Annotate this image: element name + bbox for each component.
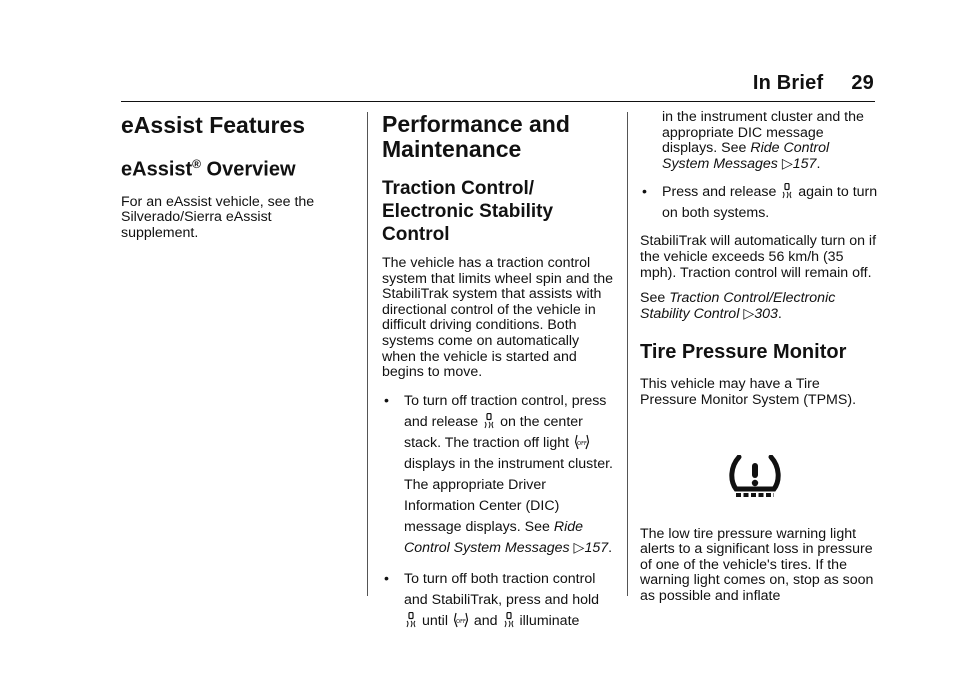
- ref-ride-control[interactable]: Ride Control System Messages: [404, 518, 584, 556]
- svg-text:OFF: OFF: [577, 440, 587, 447]
- page-ref-icon: ▷: [781, 155, 793, 172]
- page-number: 29: [851, 72, 874, 94]
- traction-button-icon: [406, 612, 416, 628]
- column-1: [121, 108, 349, 251]
- stabilitrak-text: StabiliTrak will automatically turn on if the vehicle exceeds 56 km/h (35 mph). Traction control will remain off.: [640, 233, 877, 281]
- eassist-overview-text: For an eAssist vehicle, see the Silverado/Sierra eAssist supplement.: [121, 193, 315, 241]
- traction-off-light-icon: [575, 434, 589, 450]
- traction-button-icon: [504, 612, 514, 628]
- eassist-overview-heading: eAssist® Overview: [121, 157, 296, 181]
- bullet-continuation: in the instrument cluster and the appropriate DIC message displays. See Ride Control System Messages ▷157.: [662, 109, 864, 172]
- column-divider-2: [627, 112, 628, 596]
- see-reference: See Traction Control/Electronic Stability Control ▷303.: [640, 290, 836, 322]
- page-ref-icon: ▷: [573, 539, 585, 556]
- tpms-intro: This vehicle may have a Tire Pressure Monitor System (TPMS).: [640, 376, 857, 408]
- tire-pressure-heading: Tire Pressure Monitor: [640, 341, 847, 364]
- traction-button-icon: [782, 183, 792, 199]
- page-header: [753, 72, 874, 95]
- tire-pressure-warning-icon: [727, 455, 783, 501]
- bullet-both-off: • To turn off both traction control and StabiliTrak, press and hold until OFF and illuminate: [382, 569, 614, 632]
- column-divider-1: [367, 112, 368, 596]
- column-3: [640, 108, 878, 615]
- performance-maintenance-heading: Performance and Maintenance: [382, 111, 570, 162]
- column-2: [382, 108, 614, 642]
- traction-control-heading: Traction Control/ Electronic Stability Control: [382, 178, 554, 245]
- traction-intro-text: The vehicle has a traction control system that limits wheel spin and the StabiliTrak system that assists with directional control of the vehicle in difficult driving conditions. Both systems come on automatically when the vehicle is started and begins to move.: [382, 255, 614, 381]
- svg-text:OFF: OFF: [456, 618, 466, 625]
- eassist-features-heading: eAssist Features: [121, 112, 306, 138]
- bullet-turn-on: • Press and release again to turn on both systems.: [640, 182, 878, 224]
- ref-traction-control[interactable]: Traction Control/Electronic Stability Control: [640, 290, 836, 322]
- ref-ride-control-2[interactable]: Ride Control System Messages: [662, 140, 830, 172]
- traction-button-icon: [484, 413, 494, 429]
- header-rule: [121, 101, 875, 102]
- tpms-warning-text: The low tire pressure warning light alerts to a significant loss in pressure of one of the vehicle's tires. If the warning light comes on, stop as soon as possible and inflate: [640, 525, 874, 604]
- traction-off-light-icon: [454, 612, 468, 628]
- section-title: In Brief: [752, 72, 824, 94]
- bullet-traction-off: • To turn off traction control, press and release on the center stack. The traction off light OFF displays in the instrument cluster. The appropriate Driver Information Center (DIC) message displays. See Ride Control System Messages ▷157.: [382, 391, 614, 559]
- page-ref-icon: ▷: [743, 305, 755, 322]
